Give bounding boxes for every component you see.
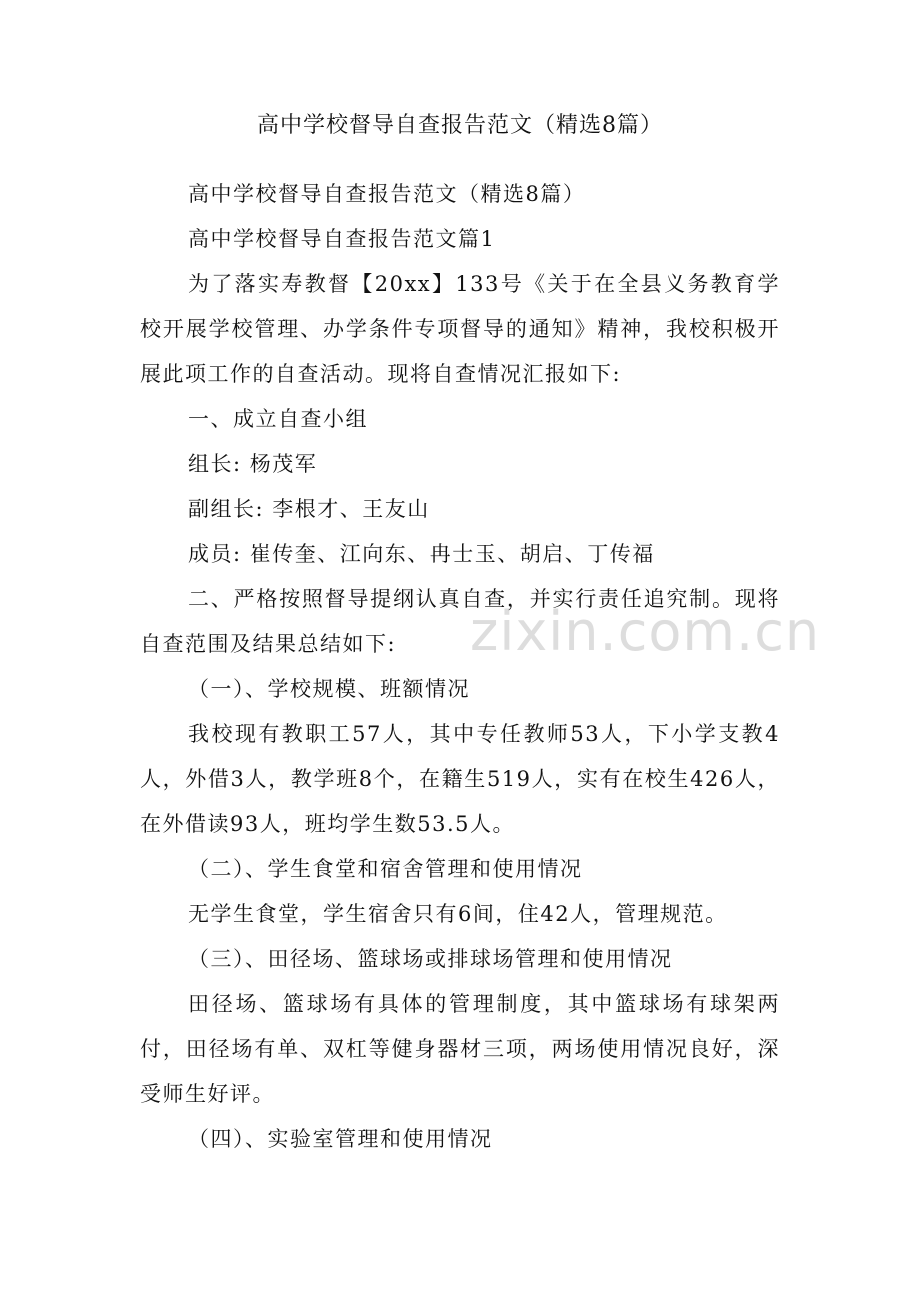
paragraph: 无学生食堂，学生宿舍只有6间，住42人，管理规范。 — [188, 902, 728, 926]
paragraph: 组长: 杨茂军 — [188, 452, 318, 476]
paragraph: 为了落实寿教督【20xx】133号《关于在全县义务教育学校开展学校管理、办学条件专项督导的通知》精神，我校积极开展此项工作的自查活动。现将自查情况汇报如下: — [140, 272, 780, 386]
paragraph: 二、严格按照督导提纲认真自查，并实行责任追究制。现将自查范围及结果总结如下: — [140, 587, 780, 656]
paragraph: 我校现有教职工57人，其中专任教师53人，下小学支教4人，外借3人，教学班8个，在籍生519人，实有在校生426人，在外借读93人，班均学生数53.5人。 — [140, 722, 780, 836]
paragraph: （三）、田径场、篮球场或排球场管理和使用情况 — [188, 947, 673, 971]
document-body — [140, 172, 780, 1162]
paragraph: （四）、实验室管理和使用情况 — [188, 1127, 493, 1151]
paragraph: （一）、学校规模、班额情况 — [188, 677, 470, 701]
paragraph: （二）、学生食堂和宿舍管理和使用情况 — [188, 857, 583, 881]
document-title: 高中学校督导自查报告范文（精选8篇） — [257, 113, 663, 138]
paragraph: 田径场、篮球场有具体的管理制度，其中篮球场有球架两付，田径场有单、双杠等健身器材三项，两场使用情况良好，深受师生好评。 — [140, 992, 780, 1106]
watermark: zixin.com.cn — [470, 600, 821, 663]
paragraph: 高中学校督导自查报告范文（精选8篇） — [188, 182, 586, 206]
paragraph: 高中学校督导自查报告范文篇1 — [188, 227, 496, 251]
paragraph: 一、成立自查小组 — [188, 407, 368, 431]
paragraph: 成员: 崔传奎、江向东、冉士玉、胡启、丁传福 — [188, 542, 655, 566]
paragraph: 副组长: 李根才、王友山 — [188, 497, 430, 521]
